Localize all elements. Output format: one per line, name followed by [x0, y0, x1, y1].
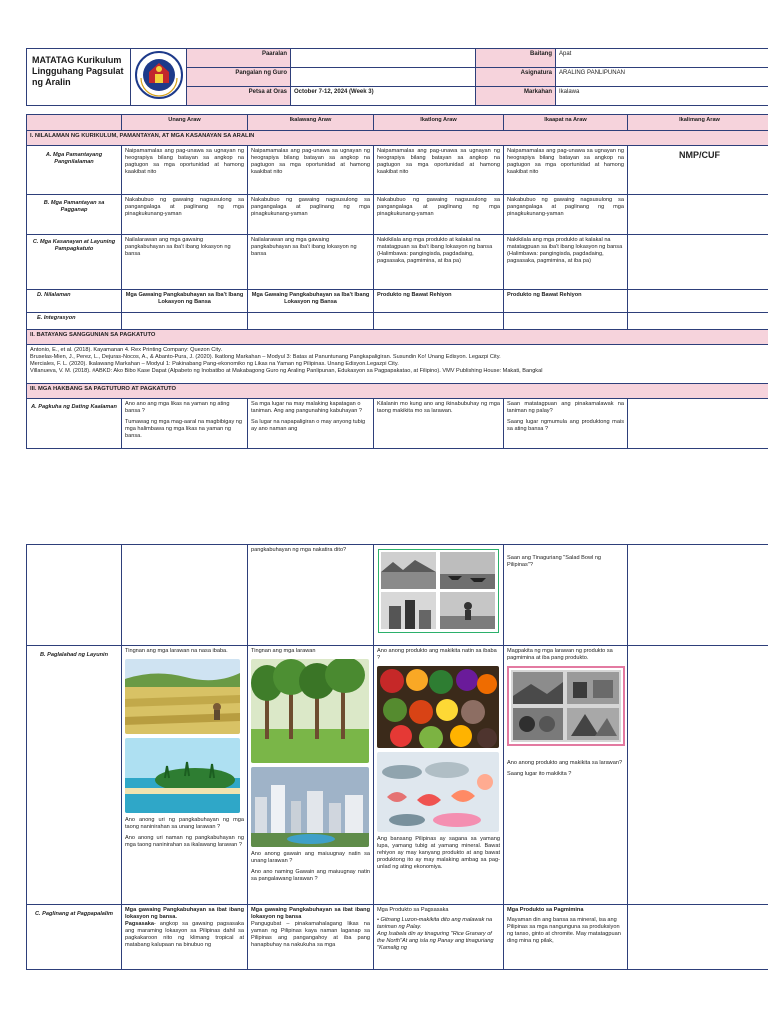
day-4-header: Ikaapat na Araw	[504, 115, 628, 131]
question-text: Saan matatagpuan ang pinakamalawak na taniman ng palay?	[507, 401, 624, 414]
photo-factory	[381, 592, 436, 629]
cell-text: Mga Gawaing Pangkabuhayan sa Iba't Ibang Lokasyon ng Bansa	[248, 290, 374, 313]
mining-photo-frame	[507, 666, 625, 746]
cell-text: Naipamamalas ang pag-unawa sa ugnayan ng heograpiya bilang batayan sa angkop na pagtugon sa mga oportunidad at hamong kaakibat nito	[374, 146, 504, 195]
question-text: Ano anong uri ng pangkabuhayan ng mga taong naninirahan sa unang larawan ?	[125, 816, 244, 830]
cell-text	[628, 290, 768, 313]
petsa-value: October 7-12, 2024 (Week 3)	[291, 87, 476, 106]
section-2-title: II. BATAYANG SANGGUNIAN SA PAGKATUTO	[27, 330, 768, 345]
table-row	[27, 146, 768, 195]
deped-seal-logo	[134, 50, 184, 100]
table-row	[27, 646, 768, 905]
photo-city-aerial	[251, 767, 369, 847]
photo-mining-products	[511, 670, 621, 742]
guro-value	[291, 68, 476, 87]
row-label-dating-kaalaman: A. Pagkuha ng Dating Kaalaman	[27, 399, 122, 449]
row-label-kasanayan: C. Mga Kasanayan at Layuning Pampagkatuto	[27, 235, 122, 290]
baitang-label: Baitang	[476, 49, 556, 68]
cell-text: Naipamamalas ang pag-unawa sa ugnayan ng heograpiya bilang batayan sa angkop na pagtugon sa mga oportunidad at hamong kaakibat nito	[504, 146, 628, 195]
cell-text: Nakikilala ang mga produkto at kalakal na matatagpuan sa iba't ibang lokasyon ng bansa (Halimbawa: pangingisda, pagdadaing, pagsasaka, pagmimina, at iba pa)	[374, 235, 504, 290]
row-label-paglalahad: B. Paglalahad ng Layunin	[27, 646, 122, 905]
paragraph-text: Mayaman din ang bansa sa mineral, isa ang Pilipinas sa mga nangunguna sa produksiyon ng tanso, ginto at chromite. May matatagpuan ding mina ng pilak,	[507, 916, 621, 944]
table-row	[27, 290, 768, 313]
term-text: Pagsasaka	[125, 920, 154, 927]
paaralan-label: Paaralan	[187, 49, 291, 68]
asignatura-value: ARALING PANLIPUNAN	[556, 68, 768, 87]
cell-heading: Mga Produkto sa Pagmimina	[507, 907, 584, 913]
cell-text: Naipamamalas ang pag-unawa sa ugnayan ng heograpiya bilang batayan sa angkop na pagtugon sa mga oportunidad at hamong kaakibat nito	[248, 146, 374, 195]
markahan-label: Markahan	[476, 87, 556, 106]
cell-text: Mga Gawaing Pangkabuhayan sa Iba't Ibang Lokasyon ng Bansa	[122, 290, 248, 313]
header-block	[26, 48, 768, 102]
table-row	[27, 235, 768, 290]
question-text: Ano ano naming Gawain ang maiuugnay natin sa pangalawang larawan ?	[251, 868, 370, 882]
reference-item: Merciales, F. L. (2020). Ikalawang Markahan – Modyul 1: Pakinabang Pang-ekonomiko ng Likas na Yaman ng Pilipinas. Unang Edisyon.Legazpi City.	[30, 360, 399, 367]
table-row	[27, 545, 768, 646]
question-text: Saang lugar ito makikita ?	[507, 770, 572, 777]
table-row	[27, 195, 768, 235]
guro-label: Pangalan ng Guro	[187, 68, 291, 87]
main-table-page1	[26, 114, 768, 449]
question-text: pangkabuhayan ng mga nakatira dito?	[251, 547, 347, 553]
section-3-title: III. MGA HAKBANG SA PAGTUTURO AT PAGKATUTO	[27, 384, 768, 399]
question-text: Ano anong uri naman ng pangkabuhayan ng mga taong naninirahan sa ikalawang larawan ?	[125, 834, 244, 848]
question-text: Ano anong produkto ang makikita sa larawan?	[507, 759, 623, 766]
table-row	[27, 905, 768, 970]
paragraph-text: Ang Isabela din ay tinaguring "Rice Granary of the North"At ang isla ng Panay ang tinaguriang "Kamalig ng	[377, 930, 494, 951]
reference-item: Villanueva, V. M. (2018). #ABKD: Ako Bibo Kase Dapat (Alpabeto ng Inobatibo at Makabagong Guro ng Araling Panlipunan, Edukasyon sa Pagpapakatao, at Filipino). VMV Publishing House: Makati, Bangkal	[30, 367, 543, 374]
table-row	[27, 313, 768, 330]
paragraph-text: Pangugubat – pinakamahalagang likas na yaman ng Pilipinas kaya naman laganap sa Pilipinas ang pangangahoy at iba pang hanapbuhay na nakukuha sa mga	[251, 920, 370, 948]
question-text: Sa lugar na napapaligiran o may anyong tubig ay ano naman ang	[251, 418, 366, 432]
instruction-text: Kilalanin mo kung ano ang ikinabubuhay ng mga taong makikita mo sa larawan.	[377, 401, 500, 414]
photo-seafood	[377, 752, 499, 832]
paaralan-value	[291, 49, 476, 68]
cell-heading: Mga gawaing Pangkabuhayan sa ibat ibang lokasyon ng bansa.	[125, 907, 244, 920]
row-label-integrasyon: E. Integrasyon	[27, 313, 122, 330]
livelihood-photo-grid	[378, 549, 499, 633]
instruction-text: Magpakita ng mga larawan ng produkto sa pagmimina at iba pang produkto.	[507, 648, 613, 661]
cell-text: Nakabubuo ng gawaing nagsusulong sa pangangalaga at paglinang ng mga pinagkukunang-yaman	[248, 195, 374, 235]
markahan-value: Ikalawa	[556, 87, 768, 106]
day-5-header: Ikalimang Araw	[628, 115, 768, 131]
cell-text: Produkto ng Bawat Rehiyon	[504, 290, 628, 313]
cell-text: Nakabubuo ng gawaing nagsusulong sa pangangalaga at paglinang ng mga pinagkukunang-yaman	[374, 195, 504, 235]
cell-text	[248, 313, 374, 330]
question-text: Saan ang Tinaguriang "Salad Bowl ng Pilipinas"?	[507, 555, 602, 568]
question-text: Ano ano ang mga likas na yaman ng ating bansa ?	[125, 401, 230, 414]
cell-text: Nakabubuo ng gawaing nagsusulong sa pangangalaga at paglinang ng mga pinagkukunang-yaman	[504, 195, 628, 235]
reference-item: Antonio, E., et al. (2018). Kayamanan 4. Rex Printing Company: Quezon City.	[30, 347, 223, 353]
instruction-text: Tingnan ang mga larawan	[251, 648, 316, 654]
photo-farmer	[440, 592, 495, 629]
cell-text	[504, 313, 628, 330]
cell-text: Nailalarawan ang mga gawaing pangkabuhayan sa iba't ibang lokasyon ng bansa	[122, 235, 248, 290]
instruction-text: Ano anong produkto ang makikita natin sa ibaba ?	[377, 648, 497, 661]
cell-heading: Mga Produkto sa Pagsasaka	[377, 907, 449, 913]
question-text: Ano anong gawain ang maiuugnay natin sa unang larawan ?	[251, 850, 370, 864]
cell-text	[122, 313, 248, 330]
photo-forest-trees	[251, 659, 369, 763]
document-title: MATATAG Kurikulum Lingguhang Pagsulat ng Aralin	[32, 55, 124, 87]
instruction-text: Tingnan ang mga larawan na nasa ibaba.	[125, 648, 228, 654]
row-label-pangnilalaman: A. Mga Pamantayang Pangnilalaman	[27, 146, 122, 195]
row-label-pagganap: B. Mga Pamantayan sa Pagganap	[27, 195, 122, 235]
header-table	[26, 48, 768, 106]
photo-rice-farm	[125, 659, 240, 734]
cell-text: Nakikilala ang mga produkto at kalakal na matatagpuan sa iba't ibang lokasyon ng bansa (Halimbawa: pangingisda, pagdadaing, pagsasaka, pagmimina, at iba pa)	[504, 235, 628, 290]
row-label-nilalaman: D. Nilalaman	[27, 290, 122, 313]
photo-vegetables	[377, 666, 499, 748]
cell-text	[628, 195, 768, 235]
cell-text: Naipamamalas ang pag-unawa sa ugnayan ng heograpiya bilang batayan sa angkop na pagtugon sa mga oportunidad at hamong kaakibat nito	[122, 146, 248, 195]
paragraph-text: - angkop sa gawaing pagsasaka ang maraming lokasyon sa Pilipinas dahil sa pagkakaroon nito ng klimang tropical at matabang kalupaan na binubuo ng	[125, 920, 244, 948]
days-header-row	[27, 115, 768, 131]
paragraph-text: • Gitnang Luzon-makikita dito ang malawak na taniman ng Palay.	[377, 916, 493, 930]
asignatura-label: Asignatura	[476, 68, 556, 87]
cell-text: Nailalarawan ang mga gawaing pangkabuhayan sa iba't ibang lokasyon ng bansa	[248, 235, 374, 290]
nmp-cuf-note: NMP/CUF	[628, 146, 768, 195]
day-3-header: Ikatlong Araw	[374, 115, 504, 131]
day-2-header: Ikalawang Araw	[248, 115, 374, 131]
cell-text	[628, 313, 768, 330]
section-1-title: I. NILALAMAN NG KURIKULUM, PAMANTAYAN, AT MGA KASANAYAN SA ARALIN	[27, 131, 768, 146]
cell-heading: Mga gawaing Pangkabuhayan sa ibat ibang lokasyon ng bansa	[251, 907, 370, 920]
petsa-label: Petsa at Oras	[187, 87, 291, 106]
cell-text: Nakabubuo ng gawaing nagsusulong sa pangangalaga at paglinang ng mga pinagkukunang-yaman	[122, 195, 248, 235]
cell-text	[374, 313, 504, 330]
instruction-text: Tumawag ng mga mag-aaral na magbibigay ng mga halimbawa ng mga likas na yaman ng bansa.	[125, 418, 243, 439]
photo-boats	[440, 552, 495, 589]
table-row	[27, 399, 768, 449]
baitang-value: Apat	[556, 49, 768, 68]
photo-rice-field	[381, 552, 436, 589]
photo-island-beach	[125, 738, 240, 813]
day-1-header: Unang Araw	[122, 115, 248, 131]
reference-item: Bruselas-Mien, J., Perez, L., Dejuras-Nocos, A., & Abanto-Pura, J. (2020). Ikatlong Markahan – Modyul 3: Batas at Panuntunang Pangkapaligiran. Susundin Ko! Unang Edisyon. Legazpi City.	[30, 353, 501, 360]
question-text: Saang lugar ngmumula ang produktong mais sa ating bansa ?	[507, 418, 624, 432]
cell-text: Produkto ng Bawat Rehiyon	[374, 290, 504, 313]
cell-text	[628, 235, 768, 290]
main-table-page2	[26, 544, 768, 970]
question-text: Sa mga lugar na may malaking kapatagan o taniman. Ang ang pangunahing kabuhayan ?	[251, 401, 363, 414]
row-label-paglinang: C. Paglinang at Pagpapalalim	[27, 905, 122, 970]
references-row	[27, 345, 768, 384]
paragraph-text: Ang bansang Pilipinas ay sagana sa yamang lupa, yamang tubig at yamang mineral. Bawat rehiyon ay may kanyang produkto at ang bawat produktong ito ay may malaking ambag sa pag-unlad ng ating ekonomiya.	[377, 835, 500, 870]
